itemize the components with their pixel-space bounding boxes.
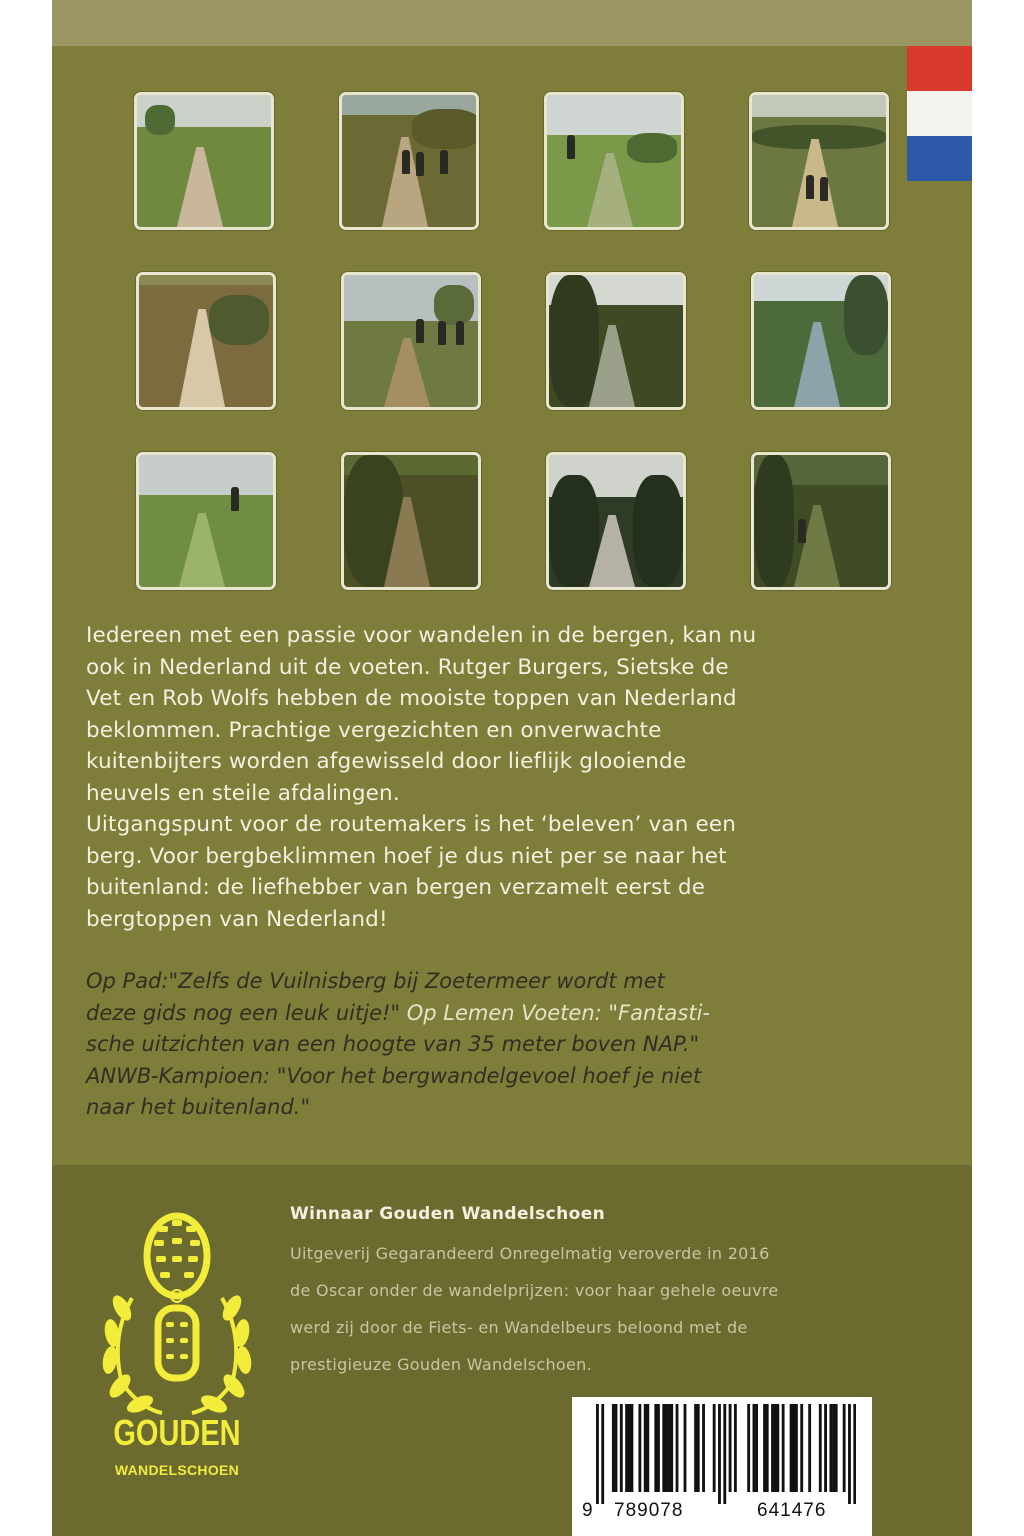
barcode-bar [702, 1404, 705, 1492]
barcode-bar [771, 1404, 774, 1492]
dutch-flag-icon [907, 46, 972, 181]
award-line: de Oscar onder de wandelprijzen: voor haar gehele oeuvre [290, 1281, 779, 1300]
photo-forest-stairs [341, 452, 481, 590]
barcode-bar [718, 1404, 721, 1504]
barcode-bar [824, 1404, 827, 1492]
photo-forest-hiker [751, 452, 891, 590]
barcode-bar [620, 1404, 623, 1492]
photo-farm-path [134, 92, 274, 230]
barcode-bar [638, 1404, 641, 1492]
barcode-bar [657, 1404, 660, 1492]
barcode-bar [625, 1404, 628, 1492]
barcode-bar [792, 1404, 795, 1492]
award-line: Uitgeverij Gegarandeerd Onregelmatig veroverde in 2016 [290, 1244, 770, 1263]
barcode-bar [829, 1404, 832, 1492]
description-line: Uitgangspunt voor de routemakers is het ‘beleven’ van een [86, 812, 737, 837]
barcode-bar [843, 1404, 846, 1492]
award-description [290, 1235, 850, 1383]
description-line: Iedereen met een passie voor wandelen in de bergen, kan nu [86, 623, 757, 648]
barcode-bar [766, 1404, 769, 1492]
barcode-bar [734, 1404, 737, 1492]
barcode-bar [753, 1404, 756, 1492]
description-line: heuvels en steile afdalingen. [86, 780, 400, 806]
barcode-bar [795, 1404, 798, 1492]
barcode-bar [800, 1404, 803, 1492]
barcode-bar [713, 1404, 716, 1492]
barcode-bar [782, 1404, 785, 1492]
award-line: prestigieuze Gouden Wandelschoen. [290, 1355, 592, 1374]
barcode-bar [763, 1404, 766, 1492]
barcode-bar [654, 1404, 657, 1492]
photo-forest-valley [546, 272, 686, 410]
barcode-bar [668, 1404, 671, 1492]
description-line: bergtoppen van Nederland! [86, 906, 388, 932]
barcode-bar [723, 1404, 726, 1504]
badge-subtitle: WANDELSCHOEN [114, 1462, 240, 1478]
barcode-digits-right: 641476 [757, 1500, 827, 1521]
award-line: werd zij door de Fiets- en Wandelbeurs beloond met de [290, 1318, 748, 1337]
barcode-bar [774, 1404, 777, 1492]
barcode-bar [747, 1404, 750, 1492]
description-line: berg. Voor bergbeklimmen hoef je dus niet per se naar het [86, 843, 727, 869]
barcode-bar [819, 1404, 822, 1492]
barcode-digit-first: 9 [582, 1500, 594, 1521]
barcode-bar [646, 1404, 649, 1492]
barcode-bar [776, 1404, 779, 1492]
barcode-bar [835, 1404, 838, 1492]
description-text [86, 620, 876, 935]
barcode-bar [630, 1404, 633, 1492]
badge-title: GOUDEN [113, 1413, 241, 1454]
barcode-bar [596, 1404, 599, 1504]
barcode-bar [662, 1404, 665, 1492]
barcode-bar [694, 1404, 697, 1492]
quote-anwb-end: naar het buitenland." [86, 1095, 311, 1119]
barcode-bar [670, 1404, 673, 1492]
photo-grass-hiker [136, 452, 276, 590]
barcode-bar [832, 1404, 835, 1492]
barcode-bar [697, 1404, 700, 1492]
photo-field-view [749, 92, 889, 230]
quote-op-lemen-voeten-end: sche uitzichten van een hoogte van 35 meter boven NAP." [86, 1032, 700, 1056]
photo-sand-heath [136, 272, 276, 410]
barcode-digits-left: 789078 [614, 1500, 684, 1521]
quote-op-lemen-voeten: Op Lemen Voeten: "Fantasti- [400, 1000, 710, 1025]
barcode-bar [676, 1404, 679, 1492]
barcode-bar [808, 1404, 811, 1492]
barcode-bar [853, 1404, 856, 1504]
barcode-bar [665, 1404, 668, 1492]
barcode-bar [790, 1404, 793, 1492]
barcode-bar [615, 1404, 618, 1492]
description-line: ook in Nederland uit de voeten. Rutger Burgers, Sietske de [86, 654, 729, 680]
barcode-bar [612, 1404, 615, 1492]
barcode-bar [684, 1404, 687, 1492]
quote-op-pad-end: deze gids nog een leuk uitje!" [86, 1000, 401, 1025]
quote-anwb: ANWB-Kampioen: "Voor het bergwandelgevoel hoef je niet [86, 1063, 702, 1088]
barcode-bar [601, 1404, 604, 1504]
photo-hiker-map [544, 92, 684, 230]
description-line: kuitenbijters worden afgewisseld door lieflijk glooiende [86, 749, 687, 774]
description-line: Vet en Rob Wolfs hebben de mooiste toppen van Nederland [86, 686, 737, 711]
photo-long-path [546, 452, 686, 590]
award-title: Winnaar Gouden Wandelschoen [290, 1204, 606, 1224]
quote-op-pad: Op Pad:"Zelfs de Vuilnisberg bij Zoetermeer wordt met [86, 969, 665, 993]
top-band [52, 0, 972, 46]
photo-heath-walkers [339, 92, 479, 230]
barcode-bar [644, 1404, 647, 1492]
barcode-bar [848, 1404, 851, 1504]
press-quotes [86, 966, 876, 1124]
barcode-bar [628, 1404, 631, 1492]
barcode-bar [729, 1404, 732, 1492]
barcode-bar [755, 1404, 758, 1492]
barcode-bars [596, 1404, 856, 1504]
description-line: beklommen. Prachtige vergezichten en onverwachte [86, 717, 662, 743]
description-line: buitenland: de liefhebber van bergen verzamelt eerst de [86, 875, 706, 900]
photo-river-valley [751, 272, 891, 410]
photo-trail-walkers [341, 272, 481, 410]
